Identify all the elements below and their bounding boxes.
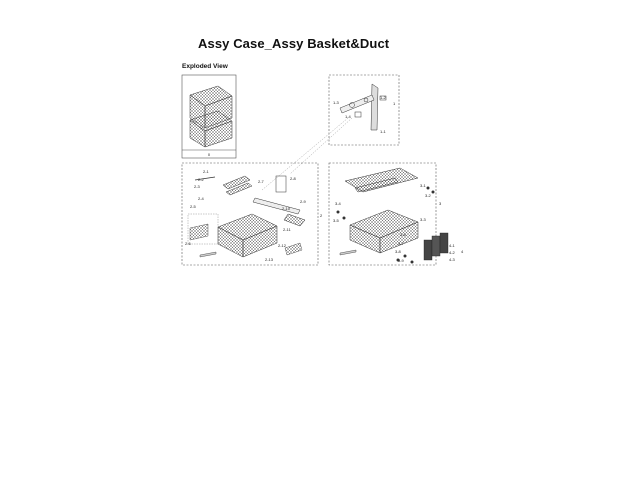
callout-3-2: 3-2 bbox=[425, 193, 431, 198]
callout-1-2: 1-2 bbox=[380, 95, 386, 100]
duct-assembly-drawing bbox=[340, 84, 386, 130]
lower-basket-drawing bbox=[188, 176, 305, 257]
callout-4-3: 4-3 bbox=[449, 257, 455, 262]
callout-2-6: 2-6 bbox=[185, 241, 191, 246]
callout-2-1: 2-1 bbox=[203, 169, 209, 174]
exploded-view-label: Exploded View bbox=[182, 63, 228, 70]
page-title: Assy Case_Assy Basket&Duct bbox=[198, 36, 390, 51]
callout-3: 3 bbox=[439, 201, 442, 206]
upper-basket-drawing bbox=[337, 168, 449, 264]
callout-2-9: 2-9 bbox=[300, 199, 306, 204]
callout-3-6: 3-6 bbox=[400, 232, 406, 237]
callout-4: 4 bbox=[461, 249, 464, 254]
callout-2-7: 2-7 bbox=[258, 179, 264, 184]
callout-3-9: 3-9 bbox=[398, 258, 404, 263]
overview-caption: 0 bbox=[207, 152, 211, 157]
callout-2-10: 2-10 bbox=[282, 206, 291, 211]
callout-4-1: 4-1 bbox=[449, 243, 455, 248]
callout-3-8: 3-8 bbox=[395, 249, 401, 254]
callout-1: 1 bbox=[393, 101, 396, 106]
callout-2-5: 2-5 bbox=[190, 204, 196, 209]
callout-3-3: 3-3 bbox=[420, 217, 426, 222]
callout-2-2: 2-2 bbox=[198, 177, 204, 182]
callout-2-11: 2-11 bbox=[283, 227, 291, 232]
callout-2-3: 2-3 bbox=[194, 184, 200, 189]
callout-3-1: 3-1 bbox=[420, 183, 426, 188]
callout-1-3: 1-3 bbox=[333, 100, 339, 105]
callout-4-2: 4-2 bbox=[449, 250, 455, 255]
callout-1-4: 1-4 bbox=[345, 114, 351, 119]
callout-3-5: 3-5 bbox=[333, 218, 339, 223]
callout-3-4: 3-4 bbox=[335, 201, 341, 206]
lower-basket-panel bbox=[182, 163, 323, 265]
duct-panel bbox=[329, 75, 399, 145]
callout-2-8: 2-8 bbox=[290, 176, 296, 181]
overview-panel bbox=[182, 75, 236, 158]
callout-2-4: 2-4 bbox=[198, 196, 204, 201]
callout-2-12: 2-12 bbox=[278, 243, 287, 248]
dishwasher-rack-assembly-drawing bbox=[190, 86, 232, 147]
upper-basket-panel bbox=[329, 163, 464, 265]
callout-2: 2 bbox=[320, 213, 323, 218]
callout-1-1: 1-1 bbox=[380, 129, 386, 134]
callout-3-7: 3-7 bbox=[398, 241, 404, 246]
callout-2-13: 2-13 bbox=[265, 257, 274, 262]
